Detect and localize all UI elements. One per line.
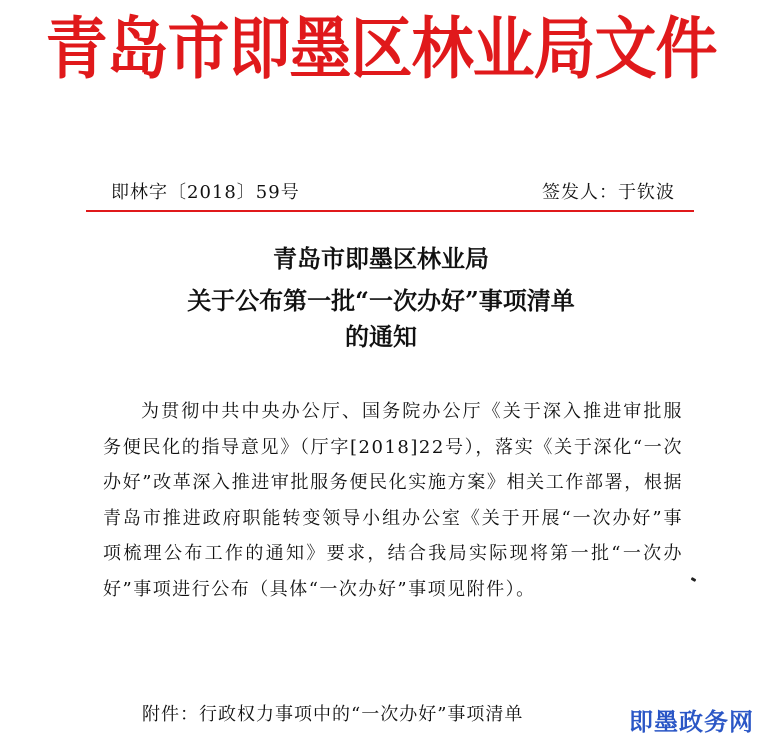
red-divider-line	[86, 210, 694, 212]
notice-title-line-1: 青岛市即墨区林业局	[273, 244, 489, 273]
notice-title-line-3: 的通知	[345, 322, 417, 351]
ink-mark	[691, 577, 697, 582]
document-header-title: 青岛市即墨区林业局文件	[45, 9, 717, 89]
attachment-line: 附件：行政权力事项中的“一次办好”事项清单	[142, 704, 524, 725]
signer: 签发人：于钦波	[542, 182, 675, 203]
body-paragraph: 为贯彻中共中央办公厅、国务院办公厅《关于深入推进审批服务便民化的指导意见》（厅字[2018]22号），落实《关于深化“一次办好”改革深入推进审批服务便民化实施方案》相关工作部署，根据青岛市推进政府职能转变领导小组办公室《关于开展“一次办好”事项梳理公布工作的通知》要求，结合我局实际现将第一批“一次办好”事项进行公布（具体“一次办好”事项见附件）。	[103, 401, 683, 600]
document-number: 即林字〔2018〕59号	[111, 182, 300, 203]
site-watermark: 即墨政务网	[629, 708, 754, 736]
notice-title-line-2: 关于公布第一批“一次办好”事项清单	[187, 286, 575, 315]
